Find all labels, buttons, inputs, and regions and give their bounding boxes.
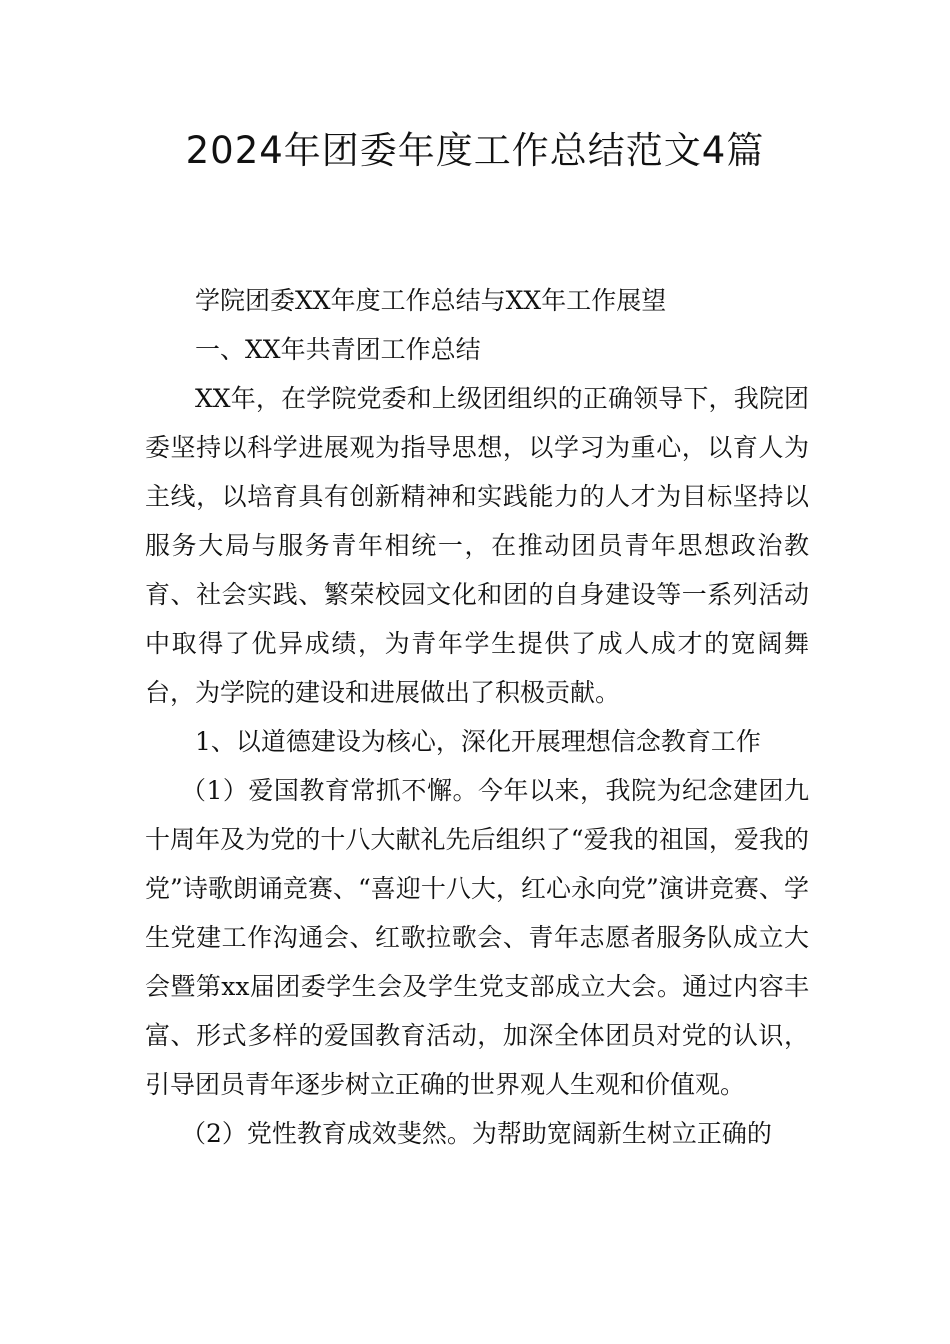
document-title: 2024年团委年度工作总结范文4篇: [185, 129, 765, 172]
document-body: [145, 276, 809, 1158]
paragraph-subsection-title: 1、以道德建设为核心，深化开展理想信念教育工作: [195, 727, 761, 756]
paragraph-section-title: 一、XX年共青团工作总结: [195, 335, 481, 364]
paragraph-patriotic-education: （1）爱国教育常抓不懈。今年以来，我院为纪念建团九十周年及为党的十八大献礼先后组织了“爱我的祖国，爱我的党”诗歌朗诵竞赛、“喜迎十八大，红心永向党”演讲竞赛、学生党建工作沟通会、红歌拉歌会、青年志愿者服务队成立大会暨第xx届团委学生会及学生党支部成立大会。通过内容丰富、形式多样的爱国教育活动，加深全体团员对党的认识，引导团员青年逐步树立正确的世界观人生观和价值观。: [145, 776, 809, 1099]
paragraph-summary: XX年，在学院党委和上级团组织的正确领导下，我院团委坚持以科学进展观为指导思想，以学习为重心，以育人为主线，以培育具有创新精神和实践能力的人才为目标坚持以服务大局与服务青年相统一，在推动团员青年思想政治教育、社会实践、繁荣校园文化和团的自身建设等一系列活动中取得了优异成绩，为青年学生提供了成人成才的宽阔舞台，为学院的建设和进展做出了积极贡献。: [145, 384, 809, 707]
paragraph-party-education: （2）党性教育成效斐然。为帮助宽阔新生树立正确的: [181, 1119, 772, 1148]
paragraph-heading: 学院团委XX年度工作总结与XX年工作展望: [195, 286, 667, 315]
